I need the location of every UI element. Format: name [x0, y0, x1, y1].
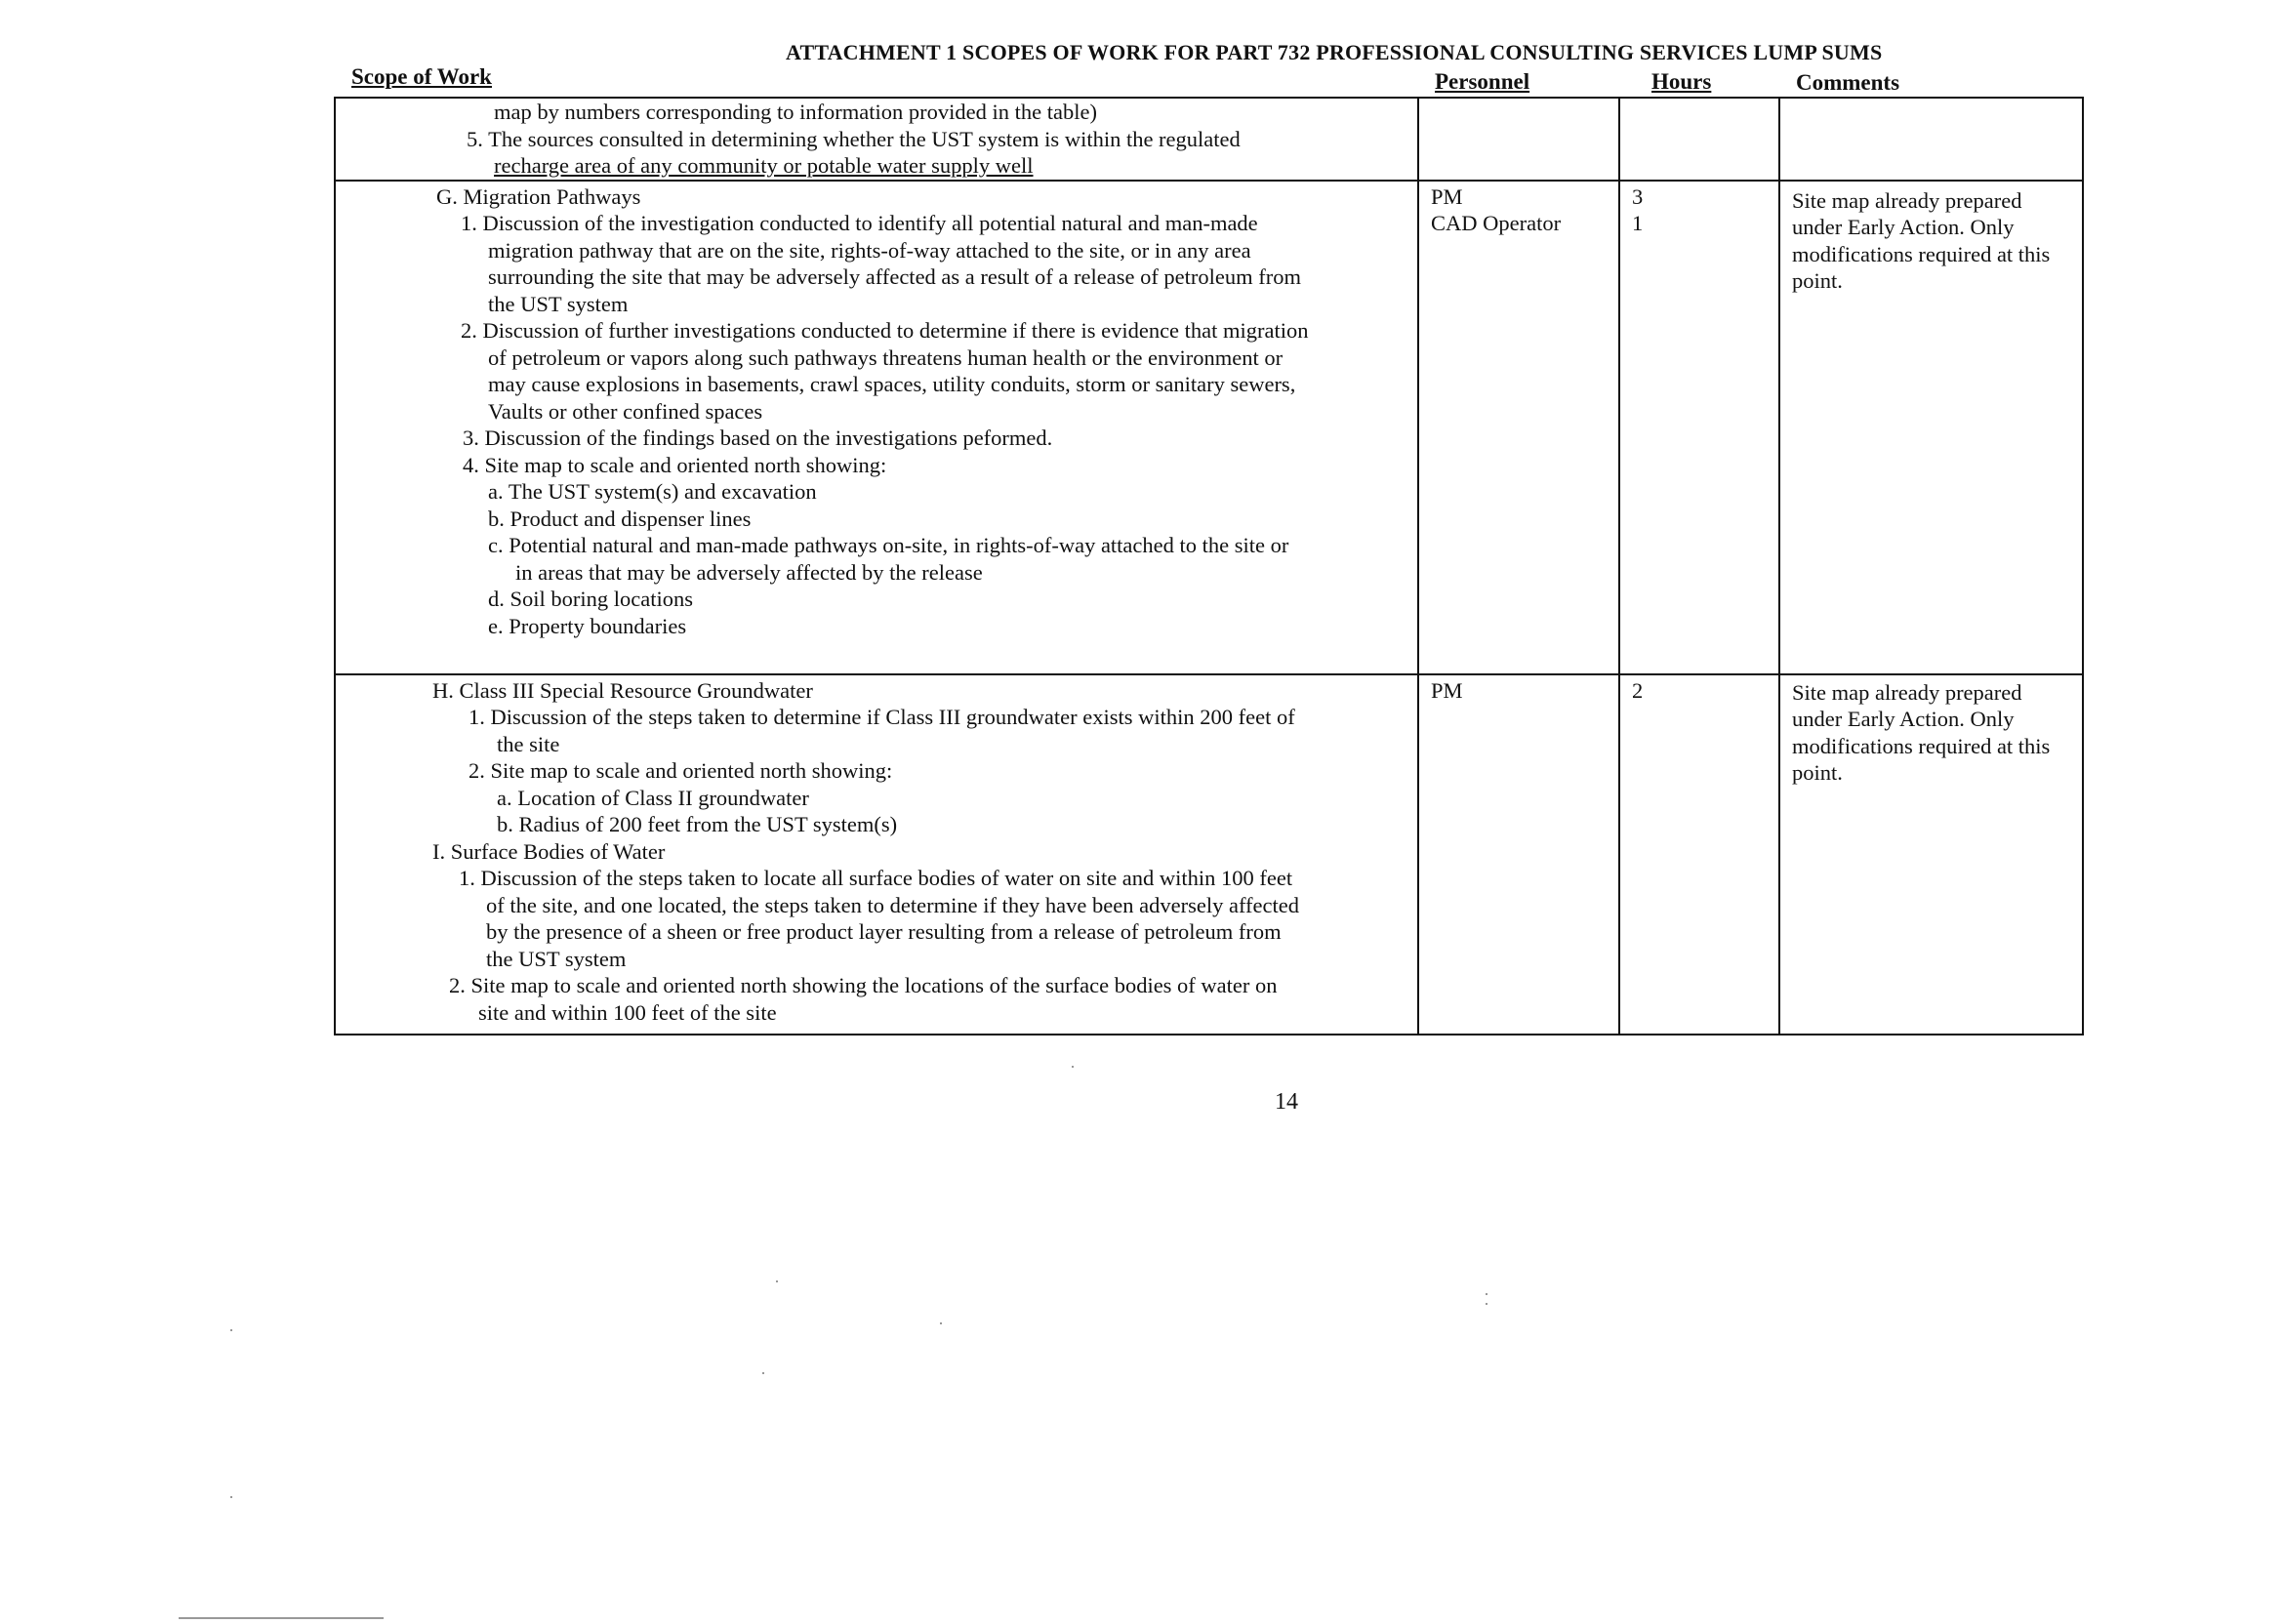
scope-line: map by numbers corresponding to information provided in the table) — [494, 100, 1097, 124]
hours-value: 1 — [1632, 211, 1644, 235]
scope-line: c. Potential natural and man-made pathways on-site, in rights-of-way attached to the site or — [488, 533, 1289, 557]
comment-line: under Early Action. Only — [1792, 707, 2015, 731]
scope-line: may cause explosions in basements, crawl spaces, utility conduits, storm or sanitary sewers, — [488, 372, 1296, 396]
scope-line: site and within 100 feet of the site — [478, 999, 777, 1025]
section-heading: I. Surface Bodies of Water — [432, 838, 666, 864]
header-comments: Comments — [1796, 70, 1900, 95]
scope-line: 2. Discussion of further investigations conducted to determine if there is evidence that migration — [461, 318, 1309, 343]
scope-line: 1. Discussion of the steps taken to locate all surface bodies of water on site and within 100 feet — [459, 866, 1293, 890]
scope-line: 2. Site map to scale and oriented north showing the locations of the surface bodies of water on — [449, 973, 1278, 997]
table-row — [335, 98, 2083, 181]
scan-speck — [1486, 1303, 1487, 1305]
scope-line: by the presence of a sheen or free product layer resulting from a release of petroleum from — [486, 919, 1282, 944]
scope-line: Vaults or other confined spaces — [488, 398, 763, 424]
personnel-cell — [1418, 181, 1619, 674]
scope-line: 3. Discussion of the findings based on the investigations peformed. — [463, 426, 1053, 450]
comments-cell — [1779, 181, 2083, 674]
comment-line: under Early Action. Only — [1792, 215, 2015, 239]
scope-line: of petroleum or vapors along such pathways threatens human health or the environment or — [488, 345, 1284, 370]
header-personnel: Personnel — [1435, 69, 1530, 94]
hours-cell — [1619, 674, 1779, 1035]
scope-line: a. The UST system(s) and excavation — [488, 479, 817, 504]
hours-cell — [1619, 98, 1779, 181]
scope-line: 5. The sources consulted in determining whether the UST system is within the regulated — [467, 126, 1241, 151]
scan-speck — [1072, 1066, 1074, 1068]
header-scope-of-work: Scope of Work — [351, 64, 492, 89]
header-hours: Hours — [1651, 69, 1712, 94]
scan-speck — [230, 1329, 232, 1331]
scope-line: the site — [497, 731, 560, 756]
scope-line: migration pathway that are on the site, rights-of-way attached to the site, or in any area — [488, 237, 1251, 263]
hours-value: 3 — [1632, 183, 1644, 209]
scope-cell — [335, 181, 1418, 674]
table-row — [335, 181, 2083, 674]
scan-artifact — [179, 1617, 384, 1619]
scope-line: 1. Discussion of the investigation conducted to identify all potential natural and man-made — [461, 211, 1258, 235]
scope-line: the UST system — [488, 291, 629, 316]
scope-line: 1. Discussion of the steps taken to determine if Class III groundwater exists within 200 feet of — [469, 705, 1295, 729]
personnel-cell — [1418, 674, 1619, 1035]
comment-line: point. — [1792, 268, 1843, 293]
page-number: 14 — [1275, 1089, 1298, 1115]
comments-cell — [1779, 98, 2083, 181]
scope-line: the UST system — [486, 946, 627, 971]
comment-line: point. — [1792, 760, 1843, 785]
scan-speck — [230, 1496, 232, 1498]
scan-speck — [940, 1322, 942, 1324]
comment-line: modifications required at this — [1792, 733, 2051, 758]
comment-line: Site map already prepared — [1792, 187, 2022, 213]
section-heading: H. Class III Special Resource Groundwater — [432, 677, 813, 703]
scope-line: surrounding the site that may be adversely affected as a result of a release of petroleum from — [488, 264, 1302, 289]
comments-cell — [1779, 674, 2083, 1035]
section-heading: G. Migration Pathways — [436, 183, 641, 209]
hours-value: 2 — [1632, 677, 1644, 703]
scope-of-work-table — [334, 97, 2084, 1035]
document-title: ATTACHMENT 1 SCOPES OF WORK FOR PART 732 PROFESSIONAL CONSULTING SERVICES LUMP SUMS — [786, 40, 1883, 64]
scope-cell — [335, 674, 1418, 1035]
scope-cell — [335, 98, 1418, 181]
personnel-value: PM — [1431, 677, 1463, 703]
personnel-value: PM — [1431, 183, 1463, 209]
scan-speck — [776, 1280, 778, 1282]
scan-speck — [1486, 1293, 1487, 1295]
scope-line: of the site, and one located, the steps taken to determine if they have been adversely affected — [486, 892, 1299, 917]
scope-line: recharge area of any community or potable water supply well — [494, 153, 1034, 178]
scope-line: b. Radius of 200 feet from the UST system(s) — [497, 812, 898, 836]
scope-line: 2. Site map to scale and oriented north showing: — [469, 758, 893, 783]
scope-line: 4. Site map to scale and oriented north showing: — [463, 452, 887, 477]
comment-line: Site map already prepared — [1792, 679, 2022, 705]
hours-cell — [1619, 181, 1779, 674]
scan-speck — [762, 1372, 764, 1374]
table-row — [335, 674, 2083, 1035]
scope-line: d. Soil boring locations — [488, 587, 693, 611]
scope-line: a. Location of Class II groundwater — [497, 785, 809, 810]
comment-line: modifications required at this — [1792, 241, 2051, 266]
personnel-value: CAD Operator — [1431, 211, 1562, 235]
scope-line: in areas that may be adversely affected by the release — [515, 559, 983, 585]
scope-line: b. Product and dispenser lines — [488, 506, 752, 531]
personnel-cell — [1418, 98, 1619, 181]
scope-line: e. Property boundaries — [488, 613, 687, 638]
